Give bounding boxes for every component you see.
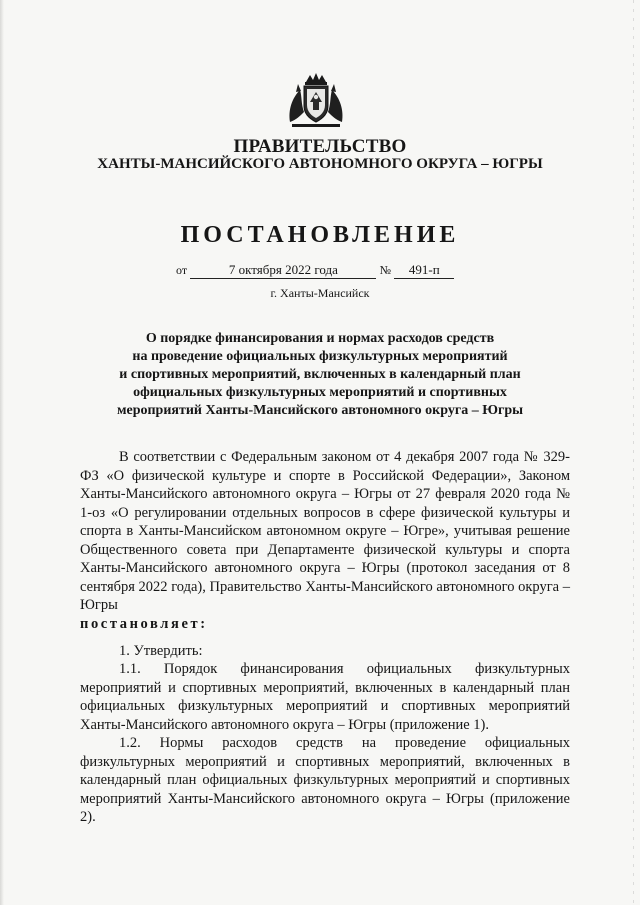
number-label: № [379, 263, 392, 277]
title-line: мероприятий Ханты-Мансийского автономного округа – Югры [116, 403, 524, 418]
document-number: 491-п [394, 262, 454, 279]
title-line: на проведение официальных физкультурных мероприятий [132, 349, 508, 364]
preamble-text: В соответствии с Федеральным законом от 4 декабря 2007 года № 329-ФЗ «О физической культуре и спорте в Российской Федерации», Законом Ханты-Мансийского автономного округа – Югры от 27 февраля 2020 года № 1-оз «О регулировании отдельных вопросов в сфере физической культуры и спорта в Ханты-Мансийском автономном округе – Югре», учитывая решение Общественного совета при Департаменте физической культуры и спорта Ханты-Мансийского автономного округа – Югры (протокол заседания от 8 сентября 2022 года), Правительство Ханты-Мансийского автономного округа – Югры [80, 449, 570, 613]
document-date: 7 октября 2022 года [190, 262, 376, 279]
title-line: и спортивных мероприятий, включенных в календарный план [119, 367, 521, 382]
document-city: г. Ханты-Мансийск [270, 286, 370, 300]
item-1-1: 1.1. Порядок финансирования официальных физкультурных мероприятий и спортивных мероприятий, включенных в календарный план официальных физкультурных мероприятий и спортивных мероприятий Ханты-Мансийского автономного округа – Югры (приложение 1). [80, 661, 570, 733]
coat-of-arms-emblem [286, 72, 346, 130]
preamble-paragraph [80, 448, 570, 633]
resolving-verb: постановляет: [80, 615, 208, 632]
document-type: ПОСТАНОВЛЕНИЕ [180, 222, 460, 248]
date-label: от [176, 263, 188, 277]
document-title [80, 330, 560, 420]
item-1-2: 1.2. Нормы расходов средств на проведение официальных физкультурных мероприятий и спортивных мероприятий, включенных в календарный план официальных физкультурных мероприятий и спортивных мероприятий Ханты-Мансийского автономного округа – Югры (приложение 2). [80, 735, 570, 825]
title-line: О порядке финансирования и нормах расходов средств [145, 331, 495, 346]
date-number-line [176, 262, 454, 279]
title-line: официальных физкультурных мероприятий и спортивных [133, 385, 507, 400]
government-heading: ПРАВИТЕЛЬСТВО [233, 136, 407, 157]
item-1: 1. Утвердить: [119, 643, 203, 659]
region-heading: ХАНТЫ-МАНСИЙСКОГО АВТОНОМНОГО ОКРУГА – ЮГРЫ [97, 156, 543, 172]
